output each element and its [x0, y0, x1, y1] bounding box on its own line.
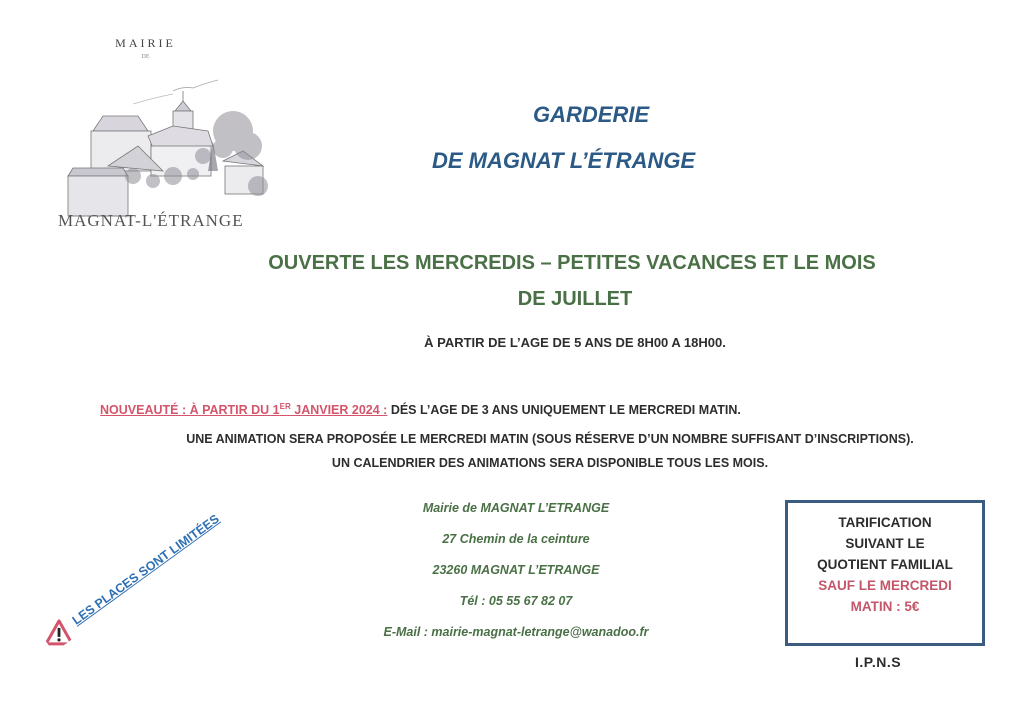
animation-line2: UN CALENDRIER DES ANIMATIONS SERA DISPONIBLE TOUS LES MOIS.	[331, 456, 769, 470]
news-text: DÉS L’AGE DE 3 ANS UNIQUEMENT LE MERCREDI MATIN.	[387, 403, 741, 418]
news-label	[100, 403, 387, 417]
contact-email: E-Mail : mairie-magnat-letrange@wanadoo.fr	[383, 625, 649, 639]
opening-heading-line2: DE JUILLET	[517, 288, 633, 310]
tarif-line4: SAUF LE MERCREDI	[818, 578, 952, 593]
logo-small-text: DE	[141, 54, 150, 60]
logo-bottom-text: MAGNAT-L'ÉTRANGE	[58, 211, 244, 230]
contact-phone: Tél : 05 55 67 82 07	[459, 594, 573, 608]
tarif-line1: TARIFICATION	[838, 515, 932, 530]
contact-street: 27 Chemin de la ceinture	[442, 532, 590, 546]
tarif-line2: SUIVANT LE	[845, 536, 925, 551]
contact-city: 23260 MAGNAT L’ETRANGE	[432, 563, 600, 577]
title-garderie: GARDERIE	[533, 102, 650, 127]
mairie-logo	[58, 28, 288, 233]
ipns-label: I.P.N.S	[855, 654, 902, 670]
village-sketch-image	[63, 76, 273, 226]
opening-heading-line1: OUVERTE LES MERCREDIS – PETITES VACANCES ET LE MOIS	[268, 252, 876, 274]
contact-block	[340, 500, 692, 655]
news-label-sup: ER	[279, 402, 291, 411]
animation-line1: UNE ANIMATION SERA PROPOSÉE LE MERCREDI MATIN (SOUS RÉSERVE D’UN NOMBRE SUFFISANT D’INSCRIPTIONS).	[186, 432, 914, 446]
title-magnat: DE MAGNAT L’ÉTRANGE	[432, 148, 696, 173]
tarif-box	[785, 500, 985, 646]
age-hours-text: À PARTIR DE L’AGE DE 5 ANS DE 8H00 A 18H00.	[424, 335, 726, 350]
news-label-suffix: JANVIER 2024 :	[290, 403, 388, 418]
news-label-prefix: NOUVEAUTÉ : À PARTIR DU 1	[100, 403, 280, 418]
news-line	[100, 402, 741, 417]
limited-places-notice	[38, 511, 268, 660]
logo-top-text: MAIRIE	[115, 36, 176, 50]
limited-places-text: LES PLACES SONT LIMITÉES	[69, 511, 222, 628]
contact-name: Mairie de MAGNAT L’ETRANGE	[422, 501, 610, 515]
tarif-line3: QUOTIENT FAMILIAL	[817, 557, 953, 572]
tarif-line5: MATIN : 5€	[850, 599, 920, 614]
